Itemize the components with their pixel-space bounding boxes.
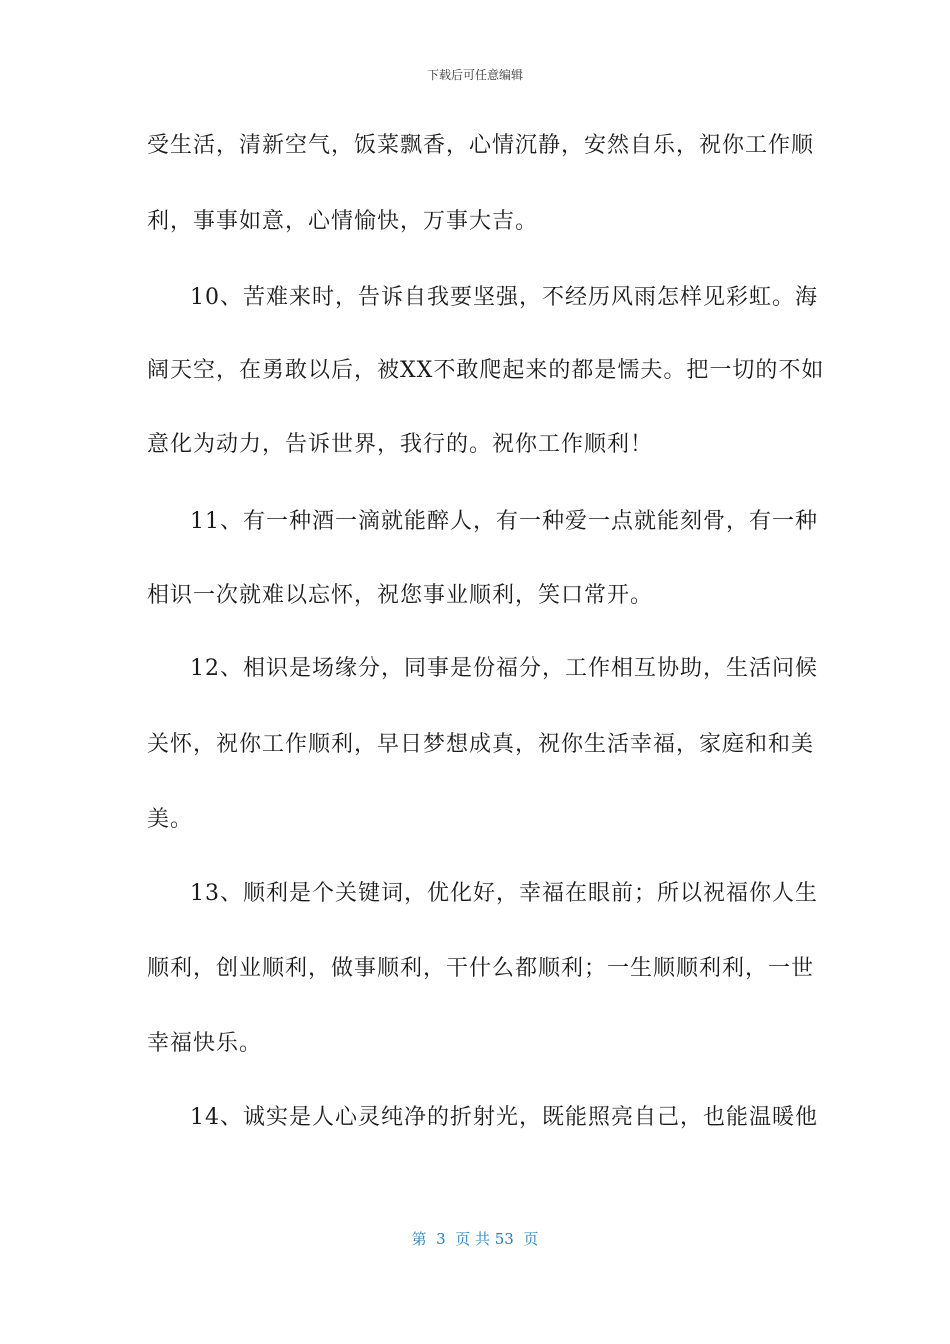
text-line: 10、苦难来时，告诉自我要坚强，不经历风雨怎样见彩虹。海 [190, 285, 818, 310]
text-line: 阔天空，在勇敢以后，被XX不敢爬起来的都是懦夫。把一切的不如 [147, 358, 825, 383]
text-line: 关怀，祝你工作顺利，早日梦想成真，祝你生活幸福，家庭和和美 [147, 732, 815, 757]
text-line: 13、顺利是个关键词，优化好，幸福在眼前；所以祝福你人生 [190, 881, 818, 906]
text-line: 幸福快乐。 [147, 1031, 263, 1056]
text-line: 受生活，清新空气，饭菜飘香，心情沉静，安然自乐，祝你工作顺 [147, 133, 815, 158]
text-line: 14、诚实是人心灵纯净的折射光，既能照亮自己，也能温暖他 [190, 1105, 818, 1130]
text-line: 相识一次就难以忘怀，祝您事业顺利，笑口常开。 [147, 583, 654, 608]
text-line: 利，事事如意，心情愉快，万事大吉。 [147, 209, 539, 234]
page-number: 第 3 页 共 53 页 [411, 1230, 539, 1248]
text-line: 意化为动力，告诉世界，我行的。祝你工作顺利！ [147, 432, 654, 457]
text-line: 11、有一种酒一滴就能醉人，有一种爱一点就能刻骨，有一种 [190, 509, 818, 534]
text-line: 12、相识是场缘分，同事是份福分，工作相互协助，生活问候 [190, 656, 818, 681]
text-line: 美。 [147, 807, 194, 832]
text-line: 顺利，创业顺利，做事顺利，干什么都顺利；一生顺顺利利，一世 [147, 956, 815, 981]
header-note: 下载后可任意编辑 [426, 68, 523, 82]
